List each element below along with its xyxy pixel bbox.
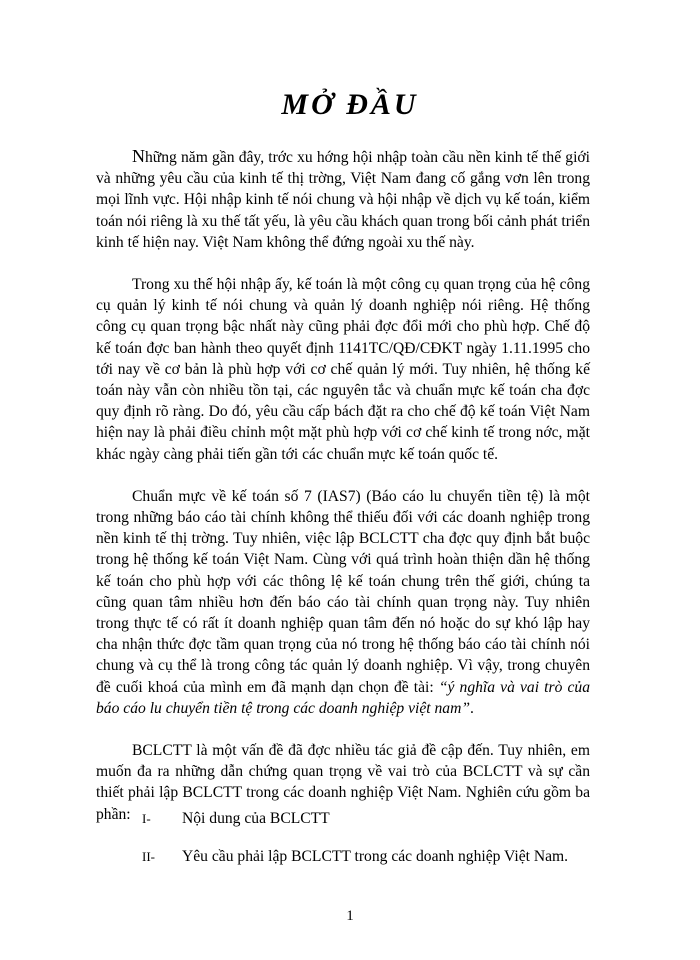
paragraph-3-tail: .	[470, 699, 474, 717]
section-list-2	[142, 848, 568, 869]
paragraph-3-topic-emphasis: “ý nghĩa và vai trò của báo cáo lu chuyển tiền tệ trong các doanh nghiệp việt nam”	[96, 678, 590, 717]
paragraph-3-text: Chuẩn mực về kế toán số 7 (IAS7) (Báo cáo lu chuyển tiền tệ) là một trong những báo cáo tài chính không thể thiếu đối với các doanh nghiệp trong nền kinh tế thị trờng. Tuy nhiên, việc lập BCLCTT cha đợc quy định bắt buộc trong hệ thống kế toán Việt Nam. Cùng với quá trình hoàn thiện dần hệ thống kế toán cho phù hợp với các thông lệ kế toán chung trên thế giới, chúng ta cũng quan tâm nhiều hơn đến báo cáo tài chính quan trọng này. Tuy nhiên trong thực tế có rất ít doanh nghiệp quan tâm đến nó hoặc do sự khó lập hay cha nhận thức đợc tầm quan trọng của nó trong hệ thống báo cáo tài chính nói chung và cụ thể là trong công tác quản lý doanh nghiệp. Vì vậy, trong chuyên đề cuối khoá của mình em đã mạnh dạn chọn đề tài:	[96, 487, 590, 696]
paragraph-3	[96, 486, 590, 719]
list-item	[142, 810, 330, 831]
section-list	[142, 810, 330, 831]
body-text	[96, 146, 590, 846]
paragraph-1	[96, 146, 590, 253]
paragraph-2-text: Trong xu thế hội nhập ấy, kế toán là một công cụ quan trọng của hệ công cụ quản lý kinh tế nói chung và quản lý doanh nghiệp nói riêng. Hệ thống công cụ quan trọng bậc nhất này cũng phải đợc đổi mới cho phù hợp. Chế độ kế toán đợc ban hành theo quyết định 1141TC/QĐ/CĐKT ngày 1.11.1995 cho tới nay về cơ bản là phù hợp với cơ chế quản lý mới. Tuy nhiên, hệ thống kế toán này vẫn còn nhiều tồn tại, các nguyên tắc và chuẩn mực kế toán cha đợc quy định rõ ràng. Do đó, yêu cầu cấp bách đặt ra cho chế độ kế toán Việt Nam hiện nay là phải điều chỉnh một mặt phù hợp với cơ chế kinh tế trong nớc, mặt khác ngày càng phải tiến gần tới các chuẩn mực kế toán quốc tế.	[96, 276, 590, 463]
list-item	[142, 848, 568, 869]
paragraph-4-text: BCLCTT là một vấn đề đã đợc nhiều tác giả đề cập đến. Tuy nhiên, em muốn đa ra những dẫn chứng quan trọng về vai trò của BCLCTT và sự cần thiết phải lập BCLCTT trong các doanh nghiệp Việt Nam. Nghiên cứu gồm ba phần:	[96, 742, 590, 823]
list-item-number: I-	[142, 811, 151, 826]
paragraph-1-text: hững năm gần đây, trớc xu hớng hội nhập toàn cầu nền kinh tế thế giới và những yêu cầu của kinh tế thị trờng, Việt Nam đang cố gắng vơn lên trong mọi lĩnh vực. Hội nhập kinh tế nói chung và hội nhập về dịch vụ kế toán, kiểm toán nói riêng là xu thế tất yếu, là yêu cầu khách quan trong bối cảnh phát triển kinh tế hiện nay. Việt Nam không thể đứng ngoài xu thế này.	[96, 149, 590, 251]
page-title: MỞ ĐẦU	[281, 88, 419, 121]
list-item-text: Nội dung của BCLCTT	[182, 810, 330, 827]
page-number: 1	[346, 908, 354, 924]
paragraph-2	[96, 274, 590, 465]
paragraph-1-first-letter: N	[132, 146, 145, 166]
list-item-number: II-	[142, 849, 155, 864]
list-item-text: Yêu cầu phải lập BCLCTT trong các doanh nghiệp Việt Nam.	[182, 848, 569, 865]
